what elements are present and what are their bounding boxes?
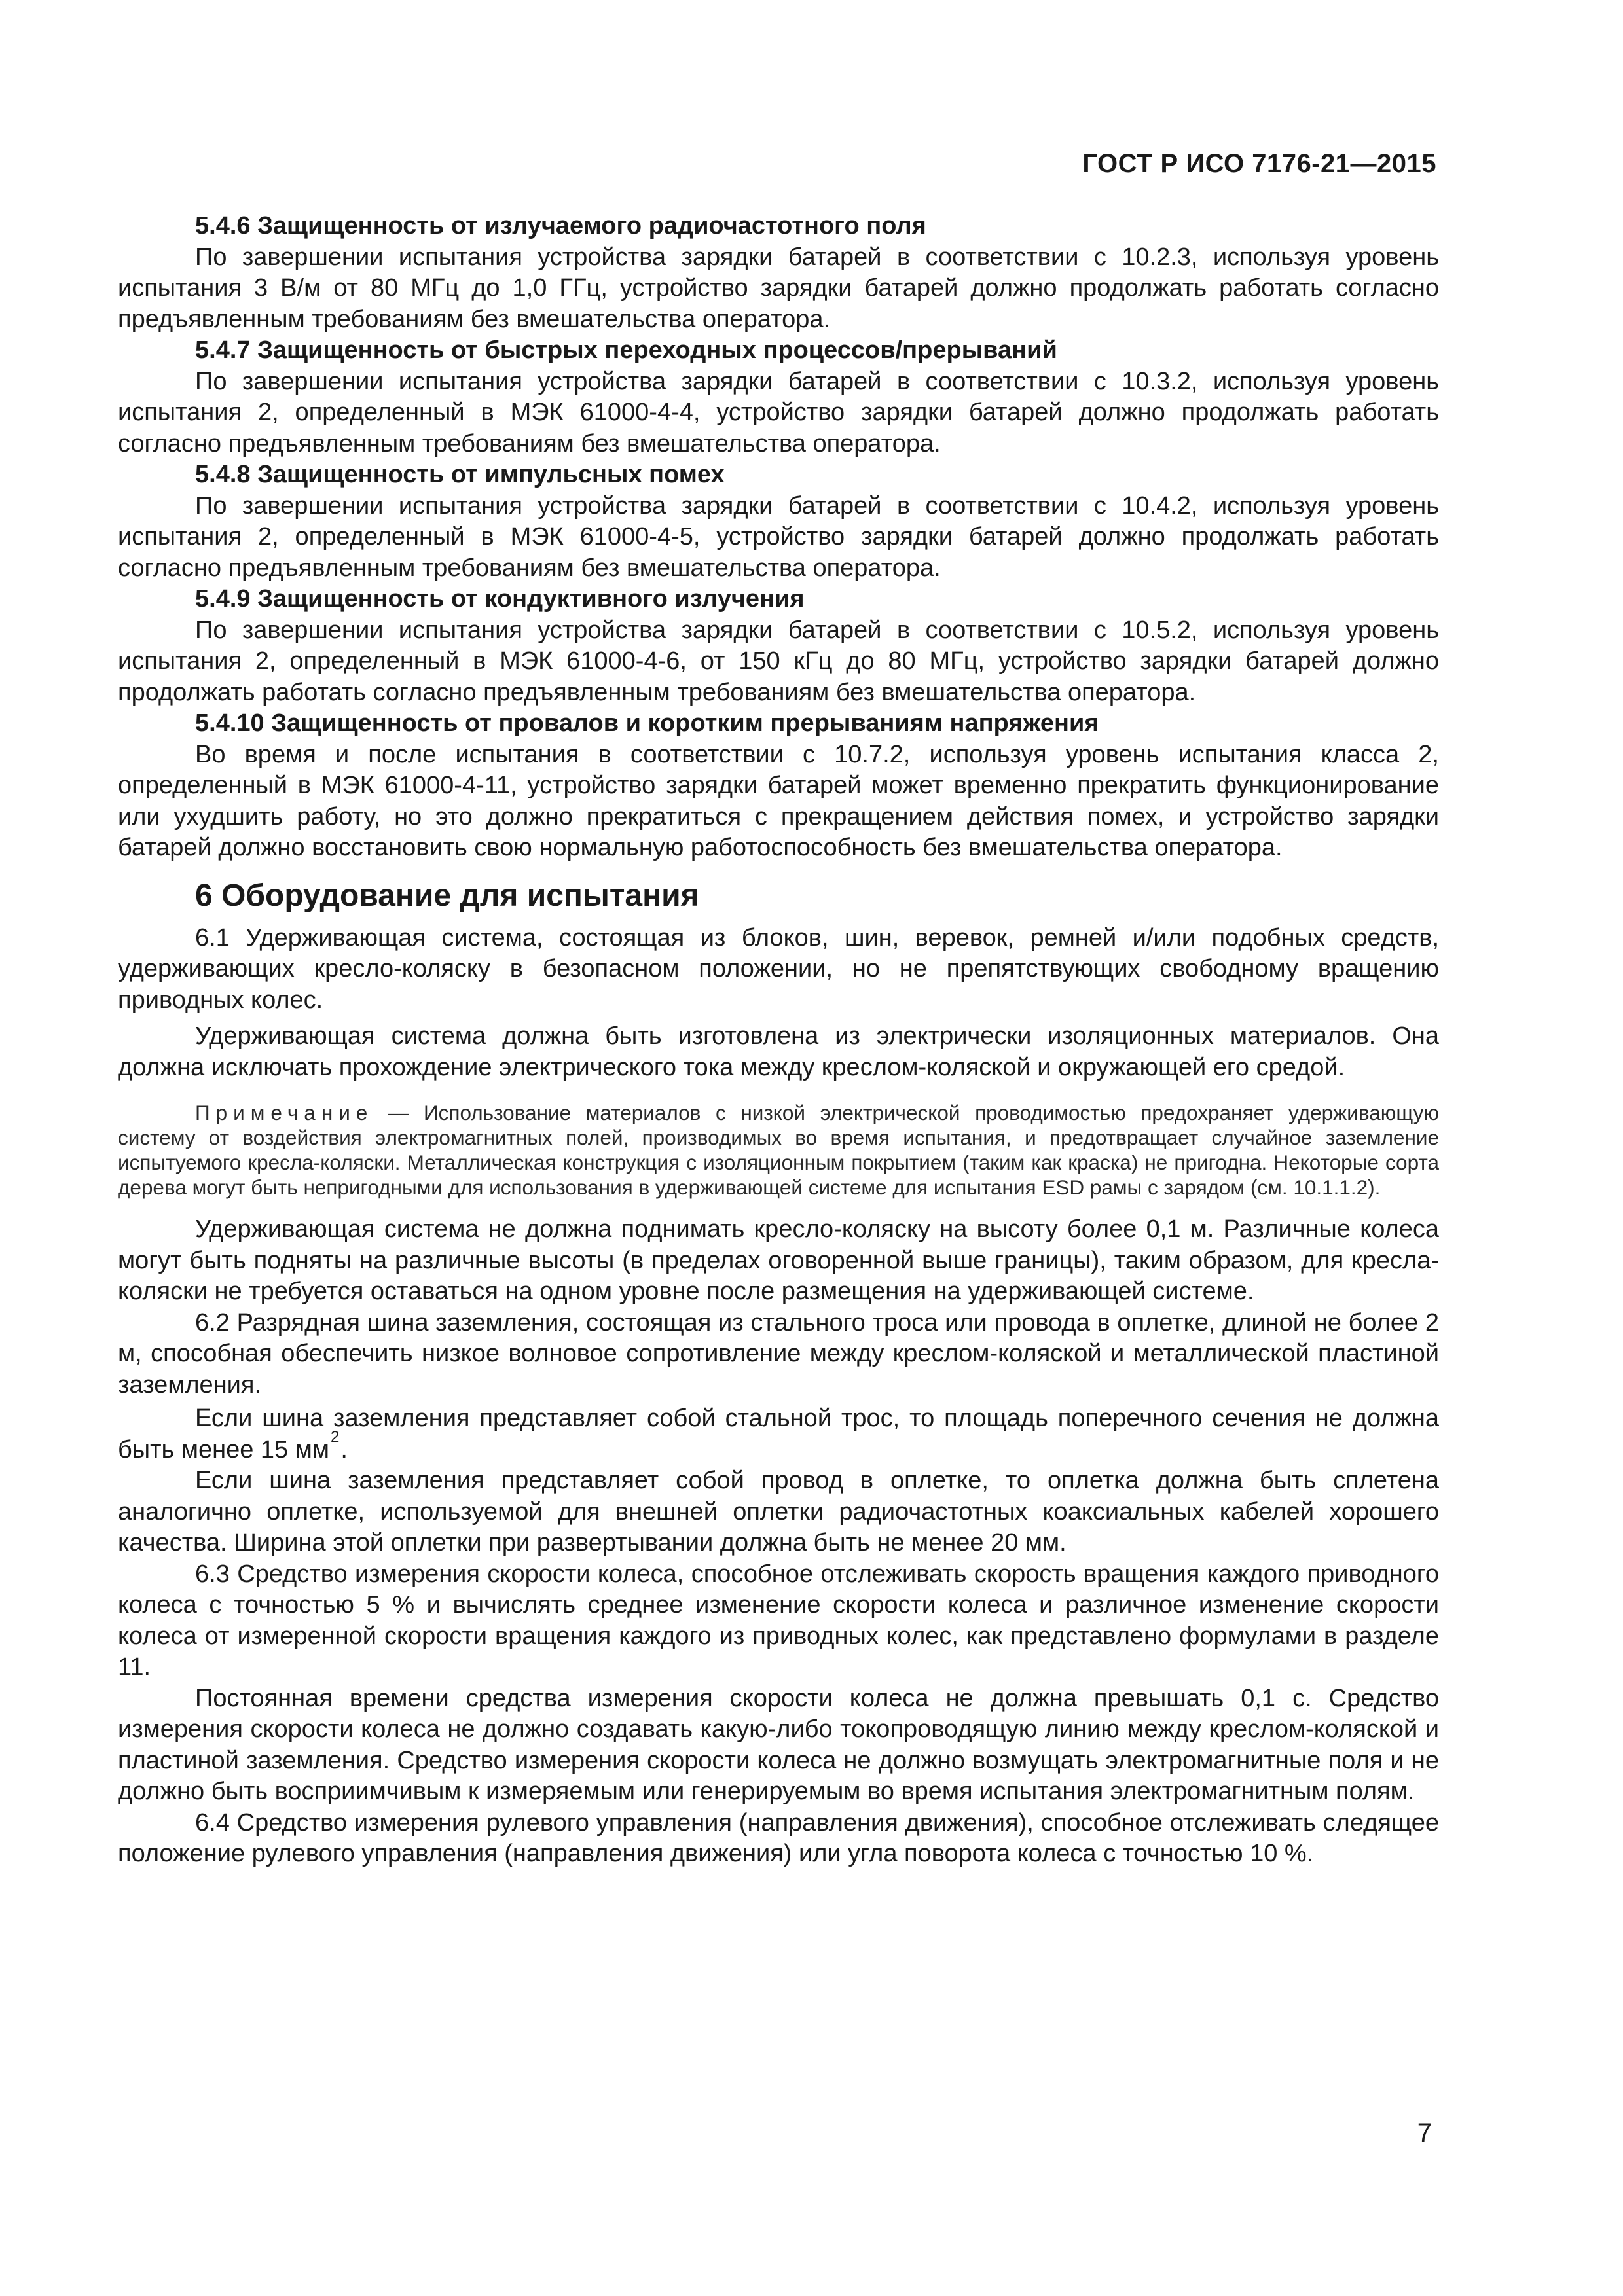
section-5-4-6-body: По завершении испытания устройства зарядки батарей в соответствии с 10.2.3, используя уровень испытания 3 В/м от 80 МГц до 1,0 ГГц, устройство зарядки батарей должно продолжать работать согласно предъявленным требованиям без вмешательства оператора. bbox=[118, 243, 1439, 333]
paragraph-6-2-b bbox=[118, 1403, 1439, 1465]
paragraph-6-3-b: Постоянная времени средства измерения скорости колеса не должна превышать 0,1 с. Средство измерения скорости колеса не должно создавать какую-либо токопроводящую линию между креслом-коляской и пластиной заземления. Средство измерения скорости колеса не должно возмущать электромагнитные поля и не должно быть восприимчивым к измеряемым или генерируемым во время испытания электромагнитным полям. bbox=[118, 1684, 1439, 1805]
section-5-4-7-body: По завершении испытания устройства зарядки батарей в соответствии с 10.3.2, используя уровень испытания 2, определенный в МЭК 61000-4-4, устройство зарядки батарей должно продолжать работать согласно предъявленным требованиям без вмешательства оператора. bbox=[118, 367, 1439, 457]
section-5-4-9-body: По завершении испытания устройства зарядки батарей в соответствии с 10.5.2, используя уровень испытания 2, определенный в МЭК 61000-4-6, от 150 кГц до 80 МГц, устройство зарядки батарей должно продолжать работать согласно предъявленным требованиям без вмешательства оператора. bbox=[118, 616, 1439, 706]
section-5-4-6-title: 5.4.6 Защищенность от излучаемого радиочастотного поля bbox=[195, 212, 926, 240]
paragraph-6-2-c: Если шина заземления представляет собой провод в оплетке, то оплетка должна быть сплетена аналогично оплетке, используемой для внешней оплетки радиочастотных коаксиальных кабелей хорошего качества. Ширина этой оплетки при развертывании должна быть не менее 20 мм. bbox=[118, 1467, 1439, 1556]
section-5-4-7-title: 5.4.7 Защищенность от быстрых переходных процессов/прерываний bbox=[195, 336, 1057, 364]
section-5-4-8-title: 5.4.8 Защищенность от импульсных помех bbox=[195, 461, 725, 488]
section-5-4-8-body: По завершении испытания устройства зарядки батарей в соответствии с 10.4.2, используя уровень испытания 2, определенный в МЭК 61000-4-5, устройство зарядки батарей должно продолжать работать согласно предъявленным требованиям без вмешательства оператора. bbox=[118, 492, 1439, 582]
note-label: Примечание bbox=[195, 1101, 374, 1124]
superscript-2: 2 bbox=[330, 1427, 340, 1446]
note-text: — Использование материалов с низкой электрической проводимостью предохраняет удерживающую систему от воздействия электромагнитных полей, производимых во время испытания, и предотвращает случайное заземление испытуемого кресла-коляски. Металлическая конструкция с изоляционным покрытием (таким как краска) не пригодна. Некоторые сорта дерева могут быть непригодными для использования в удерживающей системе для испытания ESD рамы с зарядом (см. 10.1.1.2). bbox=[118, 1101, 1439, 1199]
paragraph-6-3: 6.3 Средство измерения скорости колеса, способное отслеживать скорость вращения каждого приводного колеса с точностью 5 % и вычислять среднее изменение скорости колеса и различное изменение скорости колеса от измеренной скорости вращения каждого из приводных колес, как представлено формулами в разделе 11. bbox=[118, 1560, 1439, 1681]
paragraph-6-2-b-text: Если шина заземления представляет собой стальной трос, то площадь поперечного сечения не должна быть менее 15 мм bbox=[118, 1405, 1439, 1463]
section-6-heading: 6 Оборудование для испытания bbox=[195, 878, 699, 913]
document-body bbox=[118, 211, 1439, 1870]
paragraph-6-2: 6.2 Разрядная шина заземления, состоящая из стального троса или провода в оплетке, длиной не более 2 м, способная обеспечить низкое волновое сопротивление между креслом-коляской и металлической пластиной заземления. bbox=[118, 1308, 1439, 1399]
paragraph-6-1-c: Удерживающая система не должна поднимать кресло-коляску на высоту более 0,1 м. Различные колеса могут быть подняты на различные высоты (в пределах оговоренной выше границы), таким образом, для кресла-коляски не требуется оставаться на одном уровне после размещения на удерживающей системе. bbox=[118, 1215, 1439, 1305]
paragraph-6-1-b: Удерживающая система должна быть изготовлена из электрически изоляционных материалов. Она должна исключать прохождение электрического тока между креслом-коляской и окружающей его средой. bbox=[118, 1022, 1439, 1081]
document-header: ГОСТ Р ИСО 7176-21—2015 bbox=[1082, 149, 1436, 178]
note bbox=[118, 1100, 1439, 1200]
section-5-4-10-title: 5.4.10 Защищенность от провалов и коротким прерываниям напряжения bbox=[195, 709, 1099, 737]
section-5-4-9-title: 5.4.9 Защищенность от кондуктивного излучения bbox=[195, 585, 805, 613]
page-number: 7 bbox=[1417, 2119, 1432, 2147]
paragraph-6-1: 6.1 Удерживающая система, состоящая из блоков, шин, веревок, ремней и/или подобных средств, удерживающих кресло-коляску в безопасном положении, но не препятствующих свободному вращению приводных колес. bbox=[118, 924, 1439, 1014]
paragraph-6-2-b-end: . bbox=[340, 1435, 348, 1463]
section-5-4-10-body: Во время и после испытания в соответствии с 10.7.2, используя уровень испытания класса 2, определенный в МЭК 61000-4-11, устройство зарядки батарей может временно прекратить функционирование или ухудшить работу, но это должно прекратиться с прекращением действия помех, и устройство зарядки батарей должно восстановить свою нормальную работоспособность без вмешательства оператора. bbox=[118, 740, 1439, 861]
paragraph-6-4: 6.4 Средство измерения рулевого управления (направления движения), способное отслеживать следящее положение рулевого управления (направления движения) или угла поворота колеса с точностью 10 %. bbox=[118, 1808, 1439, 1867]
